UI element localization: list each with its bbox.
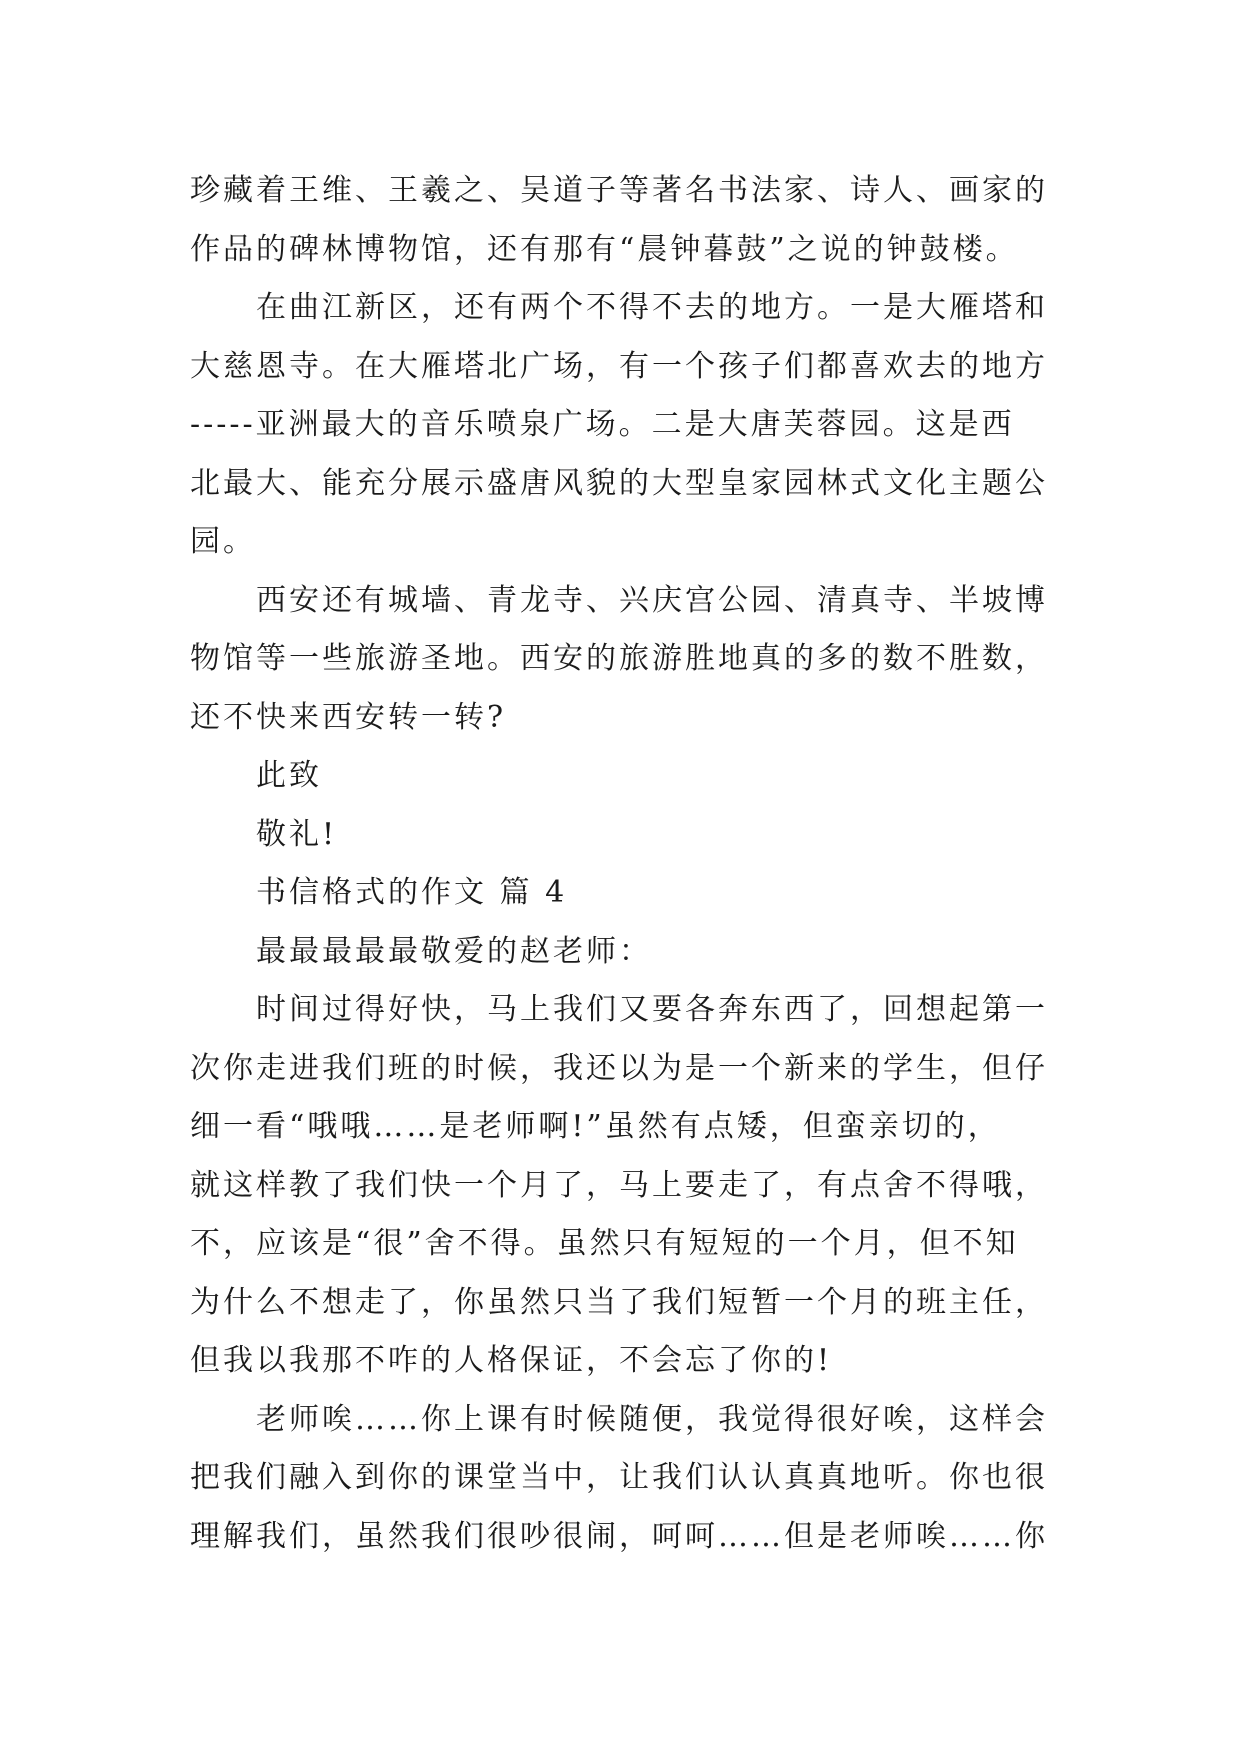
text-line: 大慈恩寺。在大雁塔北广场，有一个孩子们都喜欢去的地方 [190, 348, 1048, 384]
text-line: 次你走进我们班的时候，我还以为是一个新来的学生，但仔 [190, 1050, 1048, 1086]
text-line: -----亚洲最大的音乐喷泉广场。二是大唐芙蓉园。这是西 [190, 407, 1015, 442]
text-line: 把我们融入到你的课堂当中，让我们认认真真地听。你也很 [190, 1460, 1048, 1495]
paragraph-start-line: 在曲江新区，还有两个不得不去的地方。一是大雁塔和 [256, 290, 1048, 325]
greeting-line: 最最最最最敬爱的赵老师： [256, 933, 652, 969]
text-line: 珍藏着王维、王羲之、吴道子等著名书法家、诗人、画家的 [190, 173, 1048, 208]
text-line: 北最大、能充分展示盛唐风貌的大型皇家园林式文化主题公 [190, 465, 1048, 501]
text-line: 物馆等一些旅游圣地。西安的旅游胜地真的多的数不胜数， [190, 641, 1048, 676]
document-body [190, 162, 1060, 1566]
text-line: 就这样教了我们快一个月了，马上要走了，有点舍不得哦， [190, 1167, 1048, 1203]
paragraph-start-line: 老师唉……你上课有时候随便，我觉得很好唉，这样会 [256, 1401, 1048, 1437]
paragraph-start-line: 西安还有城墙、青龙寺、兴庆宫公园、清真寺、半坡博 [256, 582, 1048, 618]
closing-line: 此致 [256, 758, 322, 793]
text-line: 细一看“哦哦……是老师啊!”虽然有点矮，但蛮亲切的， [190, 1109, 1001, 1144]
text-line: 为什么不想走了，你虽然只当了我们短暂一个月的班主任， [190, 1284, 1048, 1320]
paragraph-start-line: 时间过得好快，马上我们又要各奔东西了，回想起第一 [256, 992, 1048, 1027]
text-line: 作品的碑林博物馆，还有那有“晨钟暮鼓”之说的钟鼓楼。 [190, 231, 1019, 267]
text-line: 园。 [190, 524, 256, 559]
text-line: 理解我们，虽然我们很吵很闹，呵呵……但是老师唉……你 [190, 1518, 1048, 1554]
text-line: 不，应该是“很”舍不得。虽然只有短短的一个月，但不知 [190, 1226, 1019, 1261]
text-line: 还不快来西安转一转? [190, 699, 507, 735]
text-line: 但我以我那不咋的人格保证，不会忘了你的! [190, 1343, 833, 1378]
section-heading: 书信格式的作文 篇 4 [256, 875, 568, 910]
salutation-line: 敬礼! [256, 816, 338, 852]
